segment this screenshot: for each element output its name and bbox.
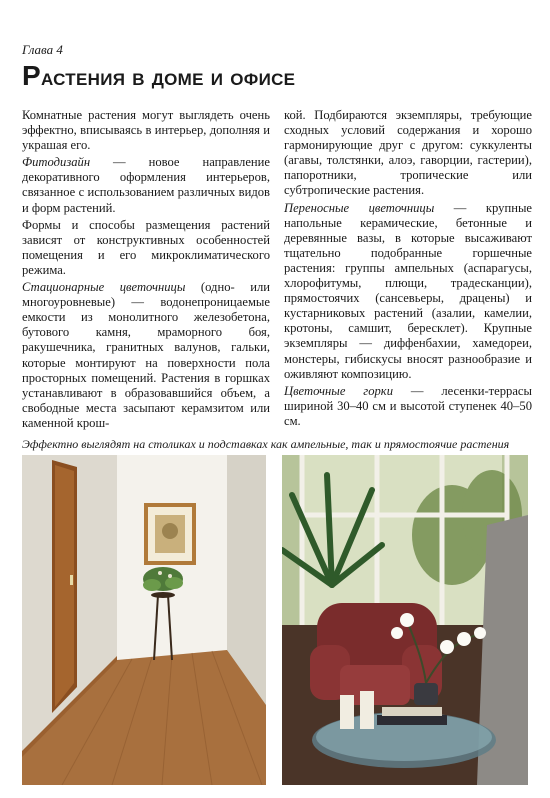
paragraph [284, 384, 532, 429]
paragraph-text: — новое направление декоративного оформления интерьеров, связанное с использованием различных видов и форм растений. [22, 155, 270, 215]
living-room-photo [282, 455, 528, 785]
term: Фитодизайн [22, 155, 91, 170]
paragraph: Комнатные растения могут выглядеть очень эффектно, вписываясь в интерьер, дополняя и украшая его. [22, 108, 270, 153]
paragraph: Формы и способы размещения растений зависят от конструктивных особенностей помещения и его микроклиматического режима. [22, 217, 270, 277]
photo-caption: Эффектно выглядят на столиках и подставках как ампельные, так и прямостоячие растения [22, 437, 510, 451]
text-column-left [22, 108, 270, 433]
paragraph [22, 280, 270, 431]
text-column-right [284, 108, 532, 431]
chapter-label: Глава 4 [22, 42, 63, 57]
paragraph [284, 201, 532, 382]
title-rest: астения в доме и офисе [40, 64, 296, 91]
title-first-letter: Р [22, 60, 41, 91]
paragraph-text: — лесенки-террасы шириной 30–40 см и высотой ступенек 40–50 см. [284, 383, 532, 428]
hallway-photo [22, 455, 266, 785]
paragraph-text: (одно- или многоуровневые) — водонепроницаемые емкости из монолитного железобетона, бутового камня, мраморного боя, ракушечника, гранитных валунов, гальки, которые монтируют на поверхности пола просторных помещений. Растения в горшках устанавливают в образовавшийся объем, а свободные места засыпают керамзитом или каменной крош- [22, 280, 270, 430]
paragraph [22, 155, 270, 215]
term: Цветочные горки [284, 383, 393, 398]
term: Стационарные цветочницы [22, 280, 186, 295]
paragraph: кой. Подбираются экземпляры, требующие сходных условий содержания и хорошо гармонирующие друг с другом: суккуленты (агавы, толстянки, алоэ, гаворции, гастерии), папоротники, тропические или субтропические растения. [284, 108, 532, 198]
term: Переносные цветочницы [284, 200, 435, 215]
page-title [22, 60, 295, 92]
paragraph-text: — крупные напольные керамические, бетонные и деревянные вазы, в которые высаживают тщательно подобранные горшечные растения: группы ампельных (аспарагусы, хлорофитумы, плющи, традесканции), прямостоячих (сансевьеры, драцены) и кустарниковых растений (азалии, камелии, кротоны, самшит, бересклет). Крупные экземпляры — диффенбахии, хамедореи, монстеры, гибискусы вносят разнообразие и оживляют композицию. [284, 200, 532, 381]
